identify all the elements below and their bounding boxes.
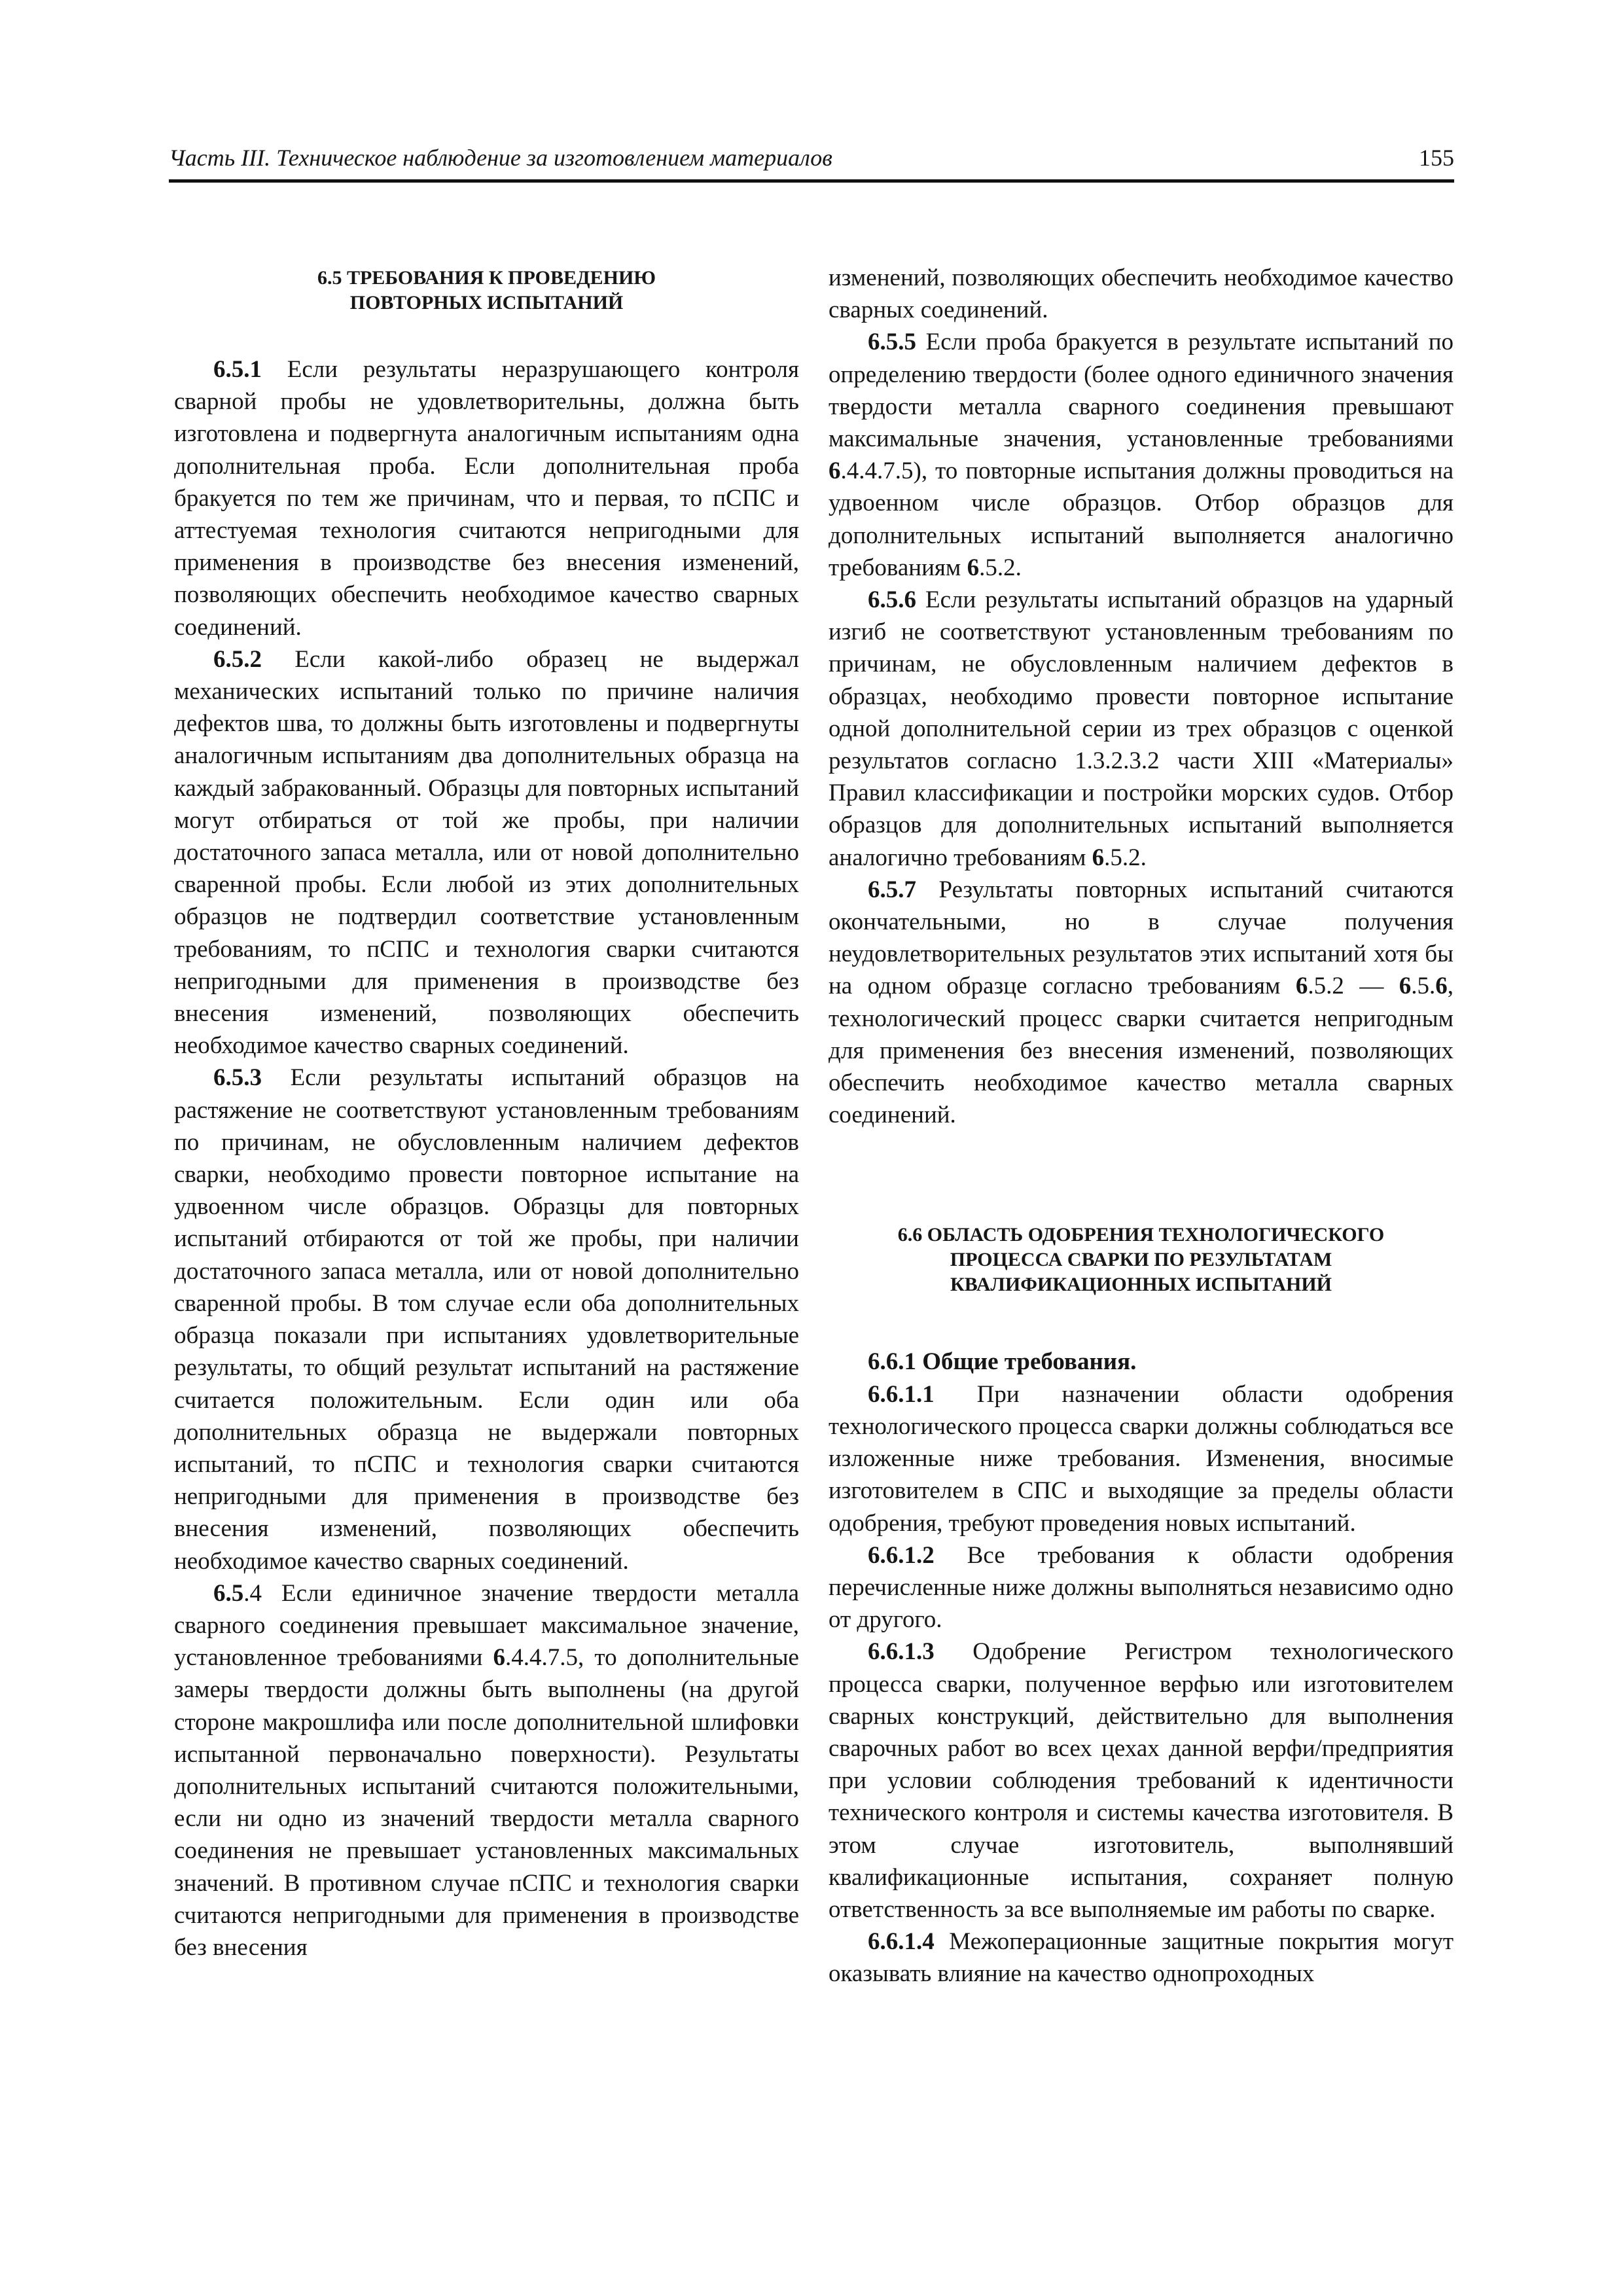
paragraph-text: Результаты повторных испытаний считаются окончательными, но в случае получения неудовлетворительных результатов этих испытаний хотя бы на одном образце согласно требованиям bbox=[829, 876, 1454, 1000]
paragraph-text: , то дополнительные замеры твердости должны быть выполнены (на другой стороне макрошлифа или после дополнительной шлифовки испытанной первоначально поверхности). Результаты дополнительных испытаний считаются положительными, если ни одно из значений твердости металла сварного соединения не превышает установленных максимальных значений. В противном случае пСПС и технология сварки считаются непригодными для применения в производстве без внесения bbox=[174, 1644, 799, 1961]
reference-bold-tail: 6 bbox=[1435, 973, 1448, 1000]
reference-bold: 6 bbox=[1295, 973, 1308, 1000]
section-6-6-heading-line3: КВАЛИФИКАЦИОННЫХ ИСПЫТАНИЙ bbox=[950, 1274, 1332, 1296]
paragraph-text: Если какой-либо образец не выдержал механических испытаний только по причине наличия дефектов шва, то должны быть изготовлены и подвергнуты аналогичным испытаниям два дополнительных образца на каждый забракованный. Образцы для повторных испытаний могут отбираться от той же пробы, при наличии достаточного запаса металла, или от новой дополнительно сваренной пробы. Если любой из этих дополнительных образцов не подтвердил соответствие установленным требованиям, то пСПС и технология сварки считаются непригодными для применения в производстве без внесения изменений, позволяющих обеспечить необходимое качество сварных соединений. bbox=[174, 645, 799, 1060]
reference-rest: .5.2 — bbox=[1308, 973, 1399, 1000]
section-6-5-heading-line1: 6.5 ТРЕБОВАНИЯ К ПРОВЕДЕНИЮ bbox=[317, 267, 656, 289]
reference-bold: 6 bbox=[829, 457, 841, 485]
clause-number: 6.5.3 bbox=[213, 1064, 262, 1092]
reference-rest: .5. bbox=[1411, 973, 1436, 1000]
clause-number: 6.5.5 bbox=[868, 329, 916, 356]
section-6-6-heading bbox=[829, 1223, 1454, 1297]
running-header bbox=[169, 139, 1454, 183]
clause-number: 6.6.1.2 bbox=[868, 1541, 935, 1569]
paragraph-6-5-4-continuation: изменений, позволяющих обеспечить необходимое качество сварных соединений. bbox=[829, 264, 1454, 324]
clause-number: 6.6.1.4 bbox=[868, 1928, 935, 1956]
paragraph-6-6-1-4 bbox=[829, 1926, 1454, 1990]
paragraph-6-5-5 bbox=[829, 326, 1454, 584]
left-column bbox=[174, 262, 799, 1964]
paragraph-text: Если проба бракуется в результате испытаний по определению твердости (более одного единичного значения твердости металла сварного соединения превышают максимальные значения, установленные требованиями bbox=[829, 329, 1454, 453]
paragraph-text: Все требования к области одобрения перечисленные ниже должны выполняться независимо одно от другого. bbox=[829, 1541, 1454, 1634]
clause-number: 6.5.2 bbox=[213, 645, 262, 673]
page-number: 155 bbox=[1419, 145, 1454, 171]
paragraph-6-5-1 bbox=[174, 353, 799, 643]
paragraph-text: Одобрение Регистром технологического процесса сварки, полученное верфью или изготовителем сварных конструкций, действительно для выполнения сварочных работ во всех цехах данной верфи/предприятия при условии соблюдения требований к идентичности технического контроля и системы качества изготовителя. В этом случае изготовитель, выполнявший квалификационные испытания, сохраняет полную ответственность за все выполняемые им работы по сварке. bbox=[829, 1638, 1454, 1923]
clause-number: 6.6.1.3 bbox=[868, 1638, 935, 1666]
header-title: Часть III. Техническое наблюдение за изготовлением материалов bbox=[169, 145, 832, 171]
paragraph-6-6-1-3 bbox=[829, 1636, 1454, 1926]
clause-number: 6.5 bbox=[213, 1579, 244, 1607]
paragraph-text: Если результаты неразрушающего контроля сварной пробы не удовлетворительны, должна быть изготовлена и подвергнута аналогичным испытаниям одна дополнительная проба. Если дополнительная проба бракуется по тем же причинам, что и первая, то пСПС и аттестуемая технология считаются непригодными для применения в производстве без внесения изменений, позволяющих обеспечить необходимое качество сварных соединений. bbox=[174, 356, 799, 641]
reference-bold: 6 bbox=[493, 1644, 506, 1672]
subsection-6-6-1-title: 6.6.1 Общие требования. bbox=[868, 1348, 1137, 1376]
reference-rest: .5.2. bbox=[1104, 844, 1147, 871]
clause-number: 6.5.6 bbox=[868, 586, 916, 614]
paragraph-6-6-1-1 bbox=[829, 1378, 1454, 1539]
reference-rest: .5.2. bbox=[979, 554, 1022, 581]
paragraph-text: ), то повторные испытания должны проводиться на удвоенном числе образцов. Отбор образцов для дополнительных испытаний выполняется аналогично требованиям bbox=[829, 457, 1454, 581]
paragraph-6-6-1-2 bbox=[829, 1539, 1454, 1636]
reference-bold: 6 bbox=[967, 554, 980, 581]
section-6-6-heading-line1: 6.6 ОБЛАСТЬ ОДОБРЕНИЯ ТЕХНОЛОГИЧЕСКОГО bbox=[897, 1224, 1385, 1246]
section-6-6-heading-line2: ПРОЦЕССА СВАРКИ ПО РЕЗУЛЬТАТАМ bbox=[950, 1249, 1332, 1271]
reference-bold: 6 bbox=[1092, 844, 1105, 871]
section-6-5-heading bbox=[174, 266, 799, 315]
paragraph-text: При назначении области одобрения технологического процесса сварки должны соблюдаться все изложенные ниже требования. Изменения, вносимые изготовителем в СПС и выходящие за пределы области одобрения, требуют проведения новых испытаний. bbox=[829, 1380, 1454, 1537]
paragraph-6-5-3 bbox=[174, 1062, 799, 1577]
reference-rest: .4.4.7.5 bbox=[840, 457, 914, 485]
paragraph-text: Межоперационные защитные покрытия могут оказывать влияние на качество однопроходных bbox=[829, 1928, 1454, 1988]
paragraph-6-5-7 bbox=[829, 874, 1454, 1132]
paragraph-6-5-2 bbox=[174, 643, 799, 1062]
reference-bold: 6 bbox=[1399, 973, 1412, 1000]
section-6-5-heading-line2: ПОВТОРНЫХ ИСПЫТАНИЙ bbox=[349, 292, 624, 314]
paragraph-text: , технологический процесс сварки считается непригодным для применения без внесения изменений, позволяющих обеспечить необходимое качество металла сварных соединений. bbox=[829, 973, 1454, 1129]
clause-number: 6.5.7 bbox=[868, 876, 916, 903]
paragraph-6-5-6 bbox=[829, 584, 1454, 874]
clause-number: 6.6.1.1 bbox=[868, 1380, 935, 1408]
clause-number: 6.5.1 bbox=[213, 356, 262, 383]
clause-number-tail: .4 bbox=[243, 1579, 262, 1607]
paragraph-6-5-4 bbox=[174, 1577, 799, 1964]
paragraph-text: Если единичное значение твердости металла сварного соединения превышает максимальное значение, установленное требованиями bbox=[174, 1579, 799, 1672]
paragraph-text: Если результаты испытаний образцов на ударный изгиб не соответствуют установленным требованиям по причинам, не обусловленным наличием дефектов в образцах, необходимо провести повторное испытание одной дополнительной серии из трех образцов с оценкой результатов согласно 1.3.2.3.2 части XIII «Материалы» Правил классификации и постройки морских судов. Отбор образцов для дополнительных испытаний выполняется аналогично требованиям bbox=[829, 586, 1454, 871]
right-column bbox=[829, 262, 1454, 1990]
reference-rest: .4.4.7.5 bbox=[505, 1644, 579, 1672]
paragraph-text: Если результаты испытаний образцов на растяжение не соответствуют установленным требованиям по причинам, не обусловленным наличием дефектов сварки, необходимо провести повторное испытание на удвоенном числе образцов. Образцы для повторных испытаний отбираются от той же пробы, при наличии достаточного запаса металла, или от новой дополнительно сваренной пробы. В том случае если оба дополнительных образца показали при испытаниях удовлетворительные результаты, то общий результат испытаний на растяжение считается положительным. Если один или оба дополнительных образца не выдержали повторных испытаний, то пСПС и технология сварки считаются непригодными для применения в производстве без внесения изменений, позволяющих обеспечить необходимое качество сварных соединений. bbox=[174, 1064, 799, 1575]
